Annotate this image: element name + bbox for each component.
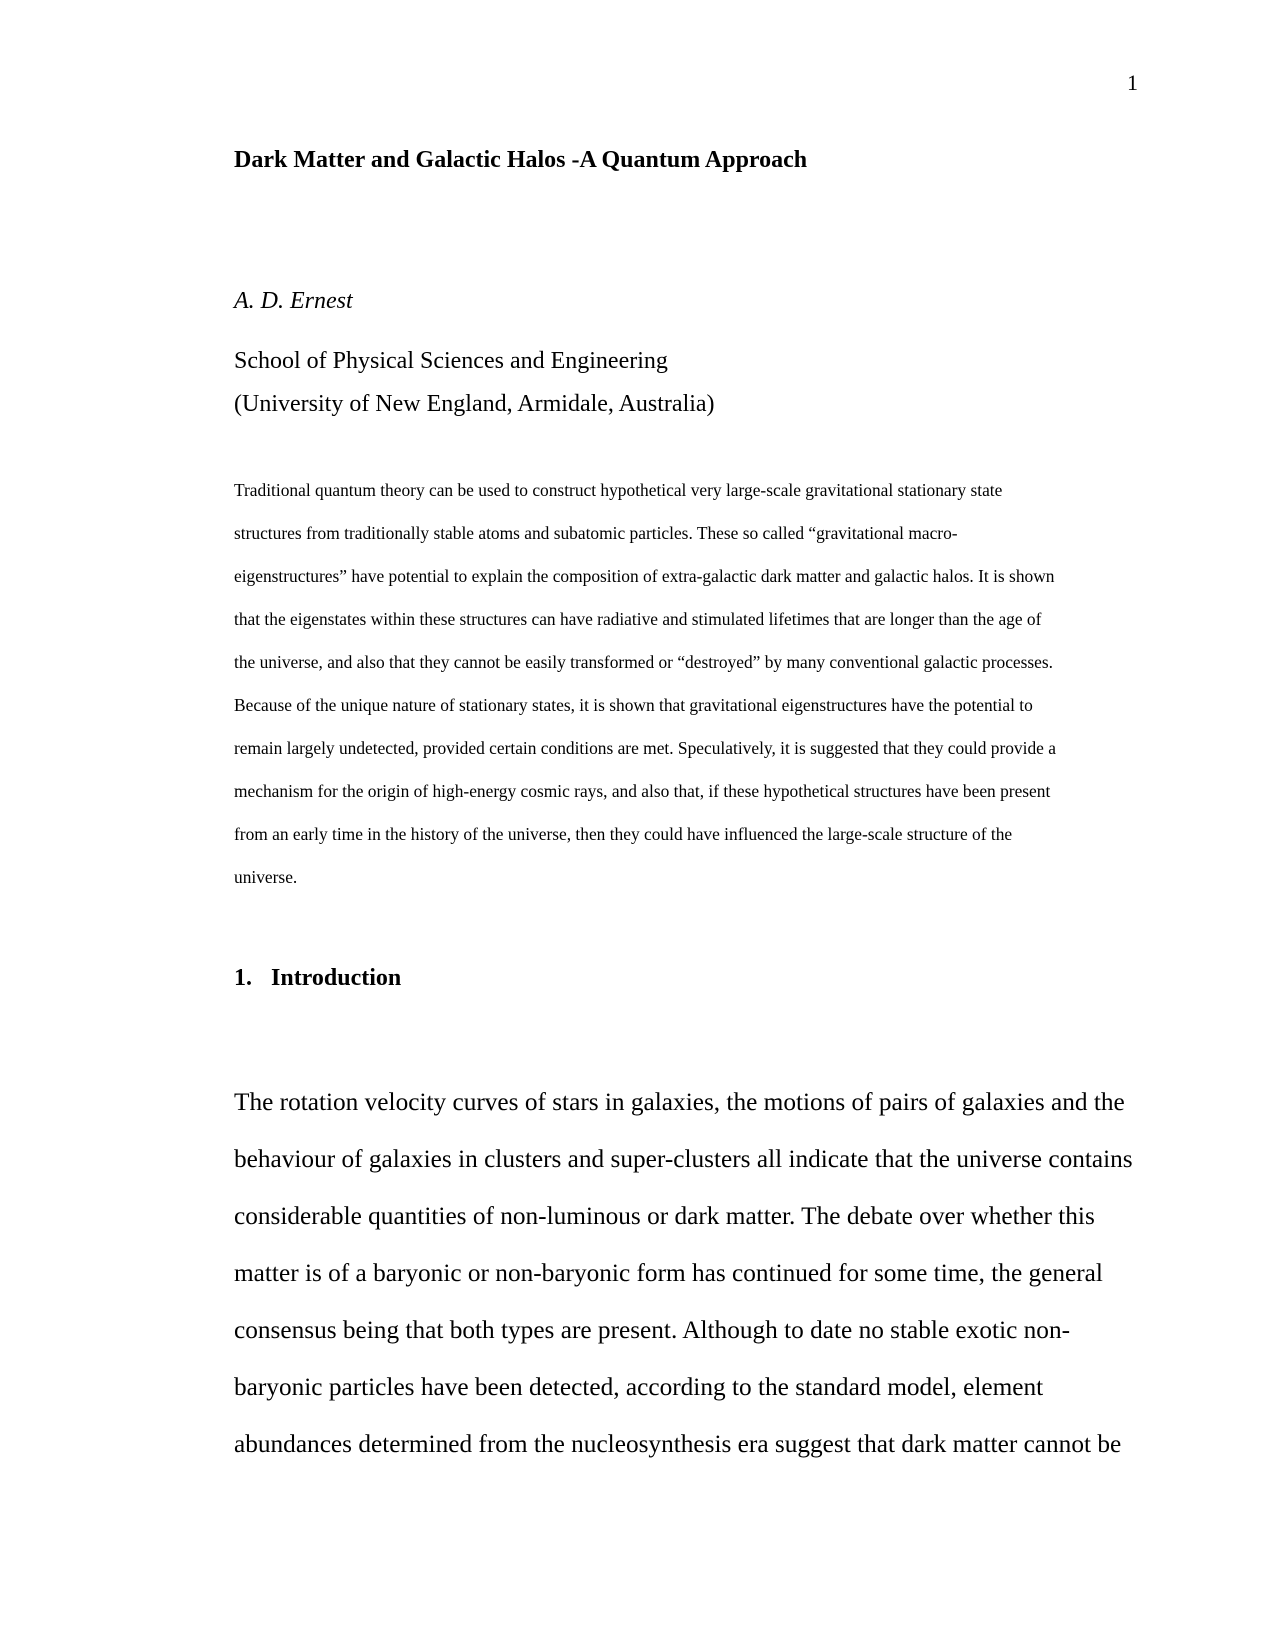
abstract-line: Because of the unique nature of stationary states, it is shown that gravitational eigenstructures have the potential to <box>234 695 1033 715</box>
body-line: abundances determined from the nucleosynthesis era suggest that dark matter cannot be <box>234 1430 1122 1458</box>
paper-title: Dark Matter and Galactic Halos -A Quantum Approach <box>234 147 808 173</box>
body-line: consensus being that both types are present. Although to date no stable exotic non- <box>234 1316 1071 1344</box>
abstract-line: the universe, and also that they cannot be easily transformed or “destroyed” by many conventional galactic processes. <box>234 652 1054 672</box>
author-name: A. D. Ernest <box>234 288 353 314</box>
affiliation-line: School of Physical Sciences and Engineering <box>234 348 668 374</box>
abstract-line: that the eigenstates within these structures can have radiative and stimulated lifetimes that are longer than the age of <box>234 609 1042 629</box>
page-number: 1 <box>1127 70 1138 95</box>
body-line: behaviour of galaxies in clusters and super-clusters all indicate that the universe contains <box>234 1145 1133 1173</box>
abstract-line: remain largely undetected, provided certain conditions are met. Speculatively, it is suggested that they could provide a <box>234 738 1056 758</box>
body-line: The rotation velocity curves of stars in galaxies, the motions of pairs of galaxies and the <box>234 1088 1125 1116</box>
abstract-line: mechanism for the origin of high-energy cosmic rays, and also that, if these hypothetical structures have been present <box>234 781 1051 801</box>
affiliation-line: (University of New England, Armidale, Australia) <box>234 391 715 417</box>
abstract-line: Traditional quantum theory can be used to construct hypothetical very large-scale gravitational stationary state <box>234 480 1003 500</box>
introduction-paragraph <box>234 1074 1134 1473</box>
abstract-line: universe. <box>234 867 298 887</box>
body-line: baryonic particles have been detected, according to the standard model, element <box>234 1373 1044 1401</box>
section-heading-introduction <box>234 964 401 993</box>
body-line: considerable quantities of non-luminous or dark matter. The debate over whether this <box>234 1202 1095 1230</box>
abstract-line: from an early time in the history of the universe, then they could have influenced the large-scale structure of the <box>234 824 1013 844</box>
section-number: 1. <box>234 965 252 991</box>
section-title: Introduction <box>271 965 402 991</box>
abstract <box>234 469 1134 899</box>
affiliation <box>234 340 715 426</box>
body-line: matter is of a baryonic or non-baryonic form has continued for some time, the general <box>234 1259 1103 1287</box>
abstract-line: structures from traditionally stable atoms and subatomic particles. These so called “gravitational macro- <box>234 523 958 543</box>
abstract-line: eigenstructures” have potential to explain the composition of extra-galactic dark matter and galactic halos. It is shown <box>234 566 1055 586</box>
